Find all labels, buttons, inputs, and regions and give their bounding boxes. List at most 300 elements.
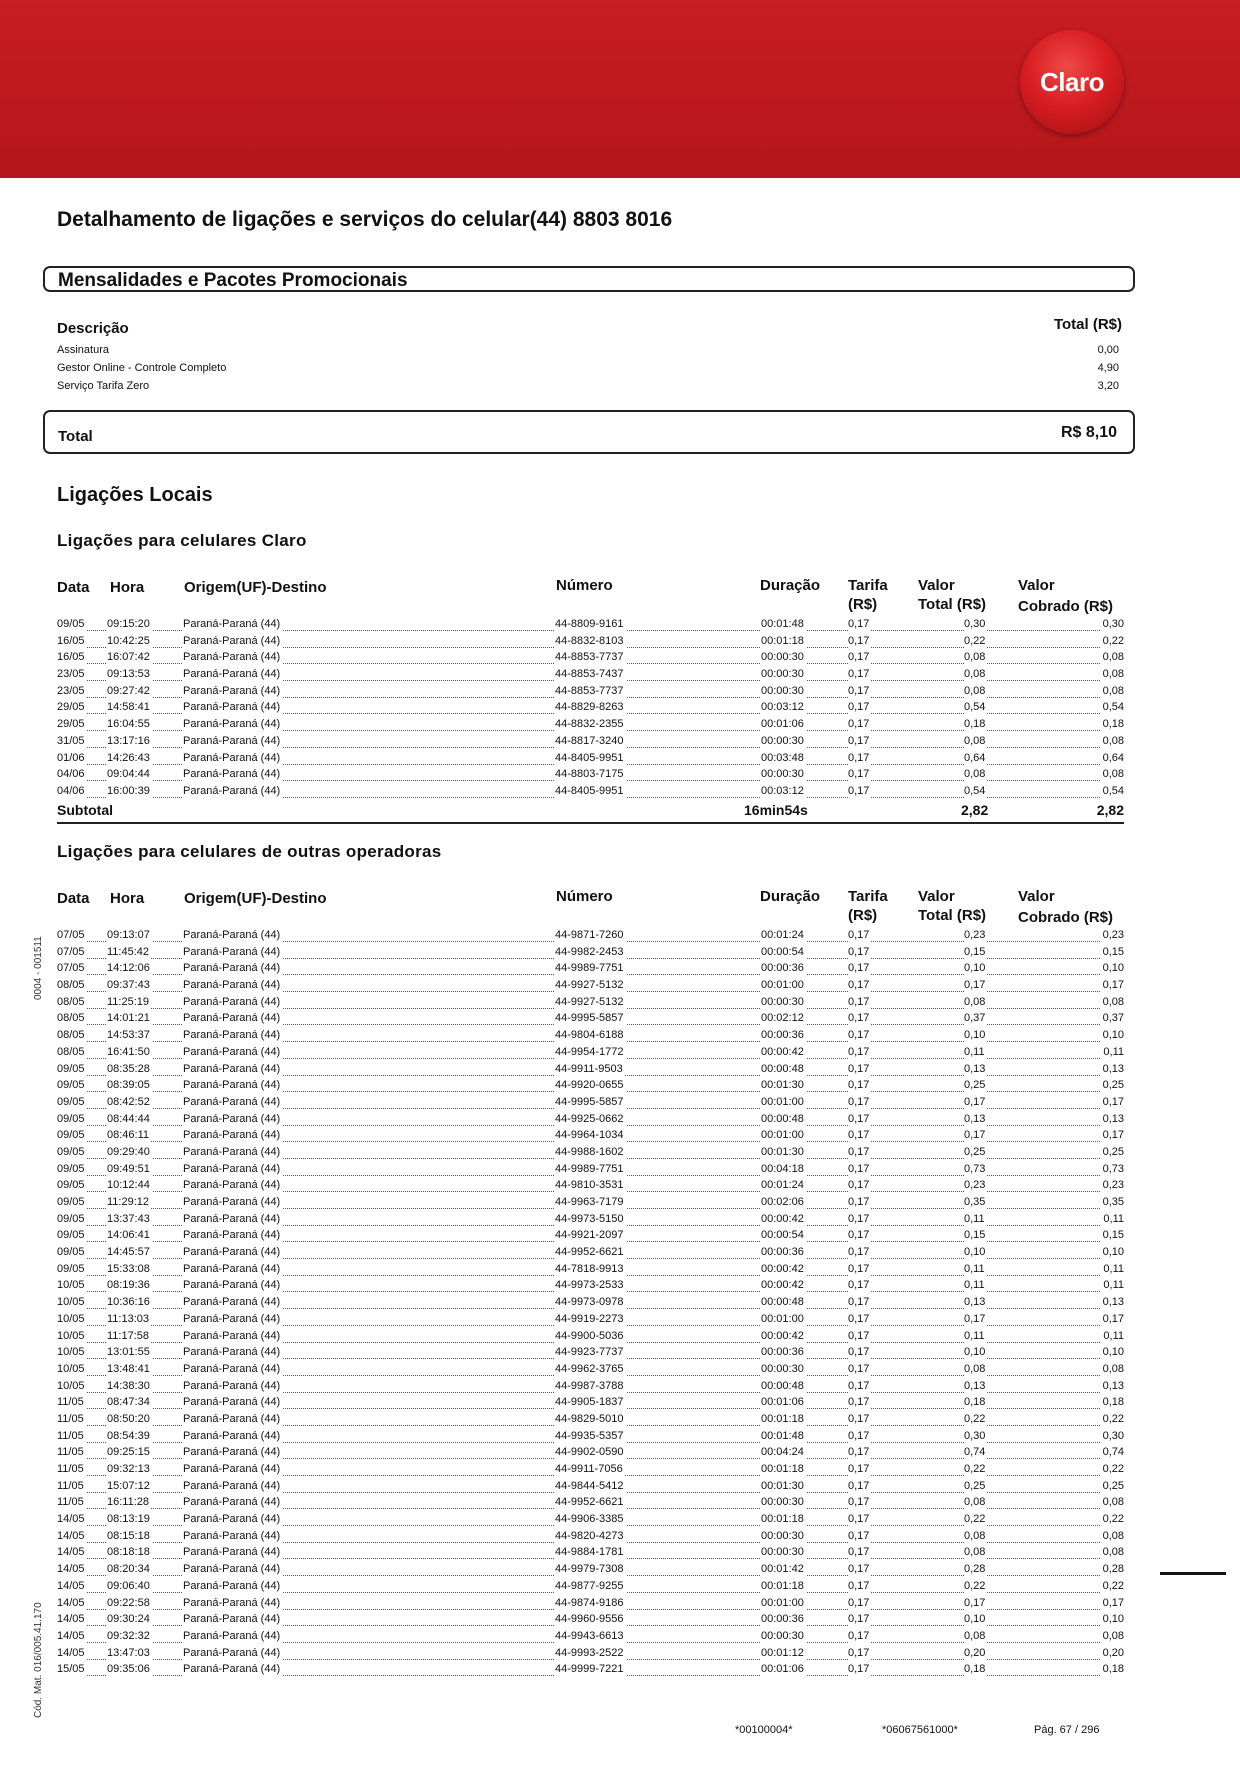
cell-duracao: 00:00:42 [761, 1045, 804, 1058]
cell-hora: 08:18:18 [107, 1546, 150, 1559]
cell-valor-total: 0,10 [964, 962, 986, 975]
cell-tarifa: 0,17 [848, 979, 870, 992]
cell-hora: 13:48:41 [107, 1362, 150, 1375]
cell-valor-cobrado: 0,08 [1102, 734, 1124, 747]
cell-valor-total: 0,73 [964, 1162, 986, 1175]
cell-numero: 44-9952-6621 [555, 1246, 624, 1259]
cell-tarifa: 0,17 [848, 1329, 870, 1342]
cell-tarifa: 0,17 [848, 1529, 870, 1542]
cell-valor-cobrado: 0,22 [1102, 1513, 1124, 1526]
cell-hora: 08:46:11 [107, 1129, 150, 1142]
table-row [57, 1311, 1124, 1328]
cell-numero: 44-9884-1781 [555, 1546, 624, 1559]
barcode-text-2: *06067561000* [882, 1724, 958, 1736]
cell-valor-total: 0,08 [964, 734, 986, 747]
table-row [57, 649, 1124, 666]
table-row [57, 1077, 1124, 1094]
cell-data: 09/05 [57, 1246, 85, 1259]
cell-origem: Paraná-Paraná (44) [183, 1262, 281, 1275]
cell-numero: 44-9902-0590 [555, 1446, 624, 1459]
col-valor-total: Valor [918, 577, 955, 594]
cell-numero: 44-8853-7437 [555, 668, 624, 681]
cell-origem: Paraná-Paraná (44) [183, 1479, 281, 1492]
cell-data: 08/05 [57, 1045, 85, 1058]
cell-duracao: 00:00:30 [761, 1546, 804, 1559]
cell-origem: Paraná-Paraná (44) [183, 1429, 281, 1442]
cell-valor-cobrado: 0,22 [1102, 1579, 1124, 1592]
cell-hora: 14:26:43 [107, 751, 150, 764]
table-row [57, 1044, 1124, 1061]
cell-hora: 09:27:42 [107, 684, 150, 697]
cell-hora: 09:35:06 [107, 1663, 150, 1676]
col-valor-cobrado: Valor [1018, 577, 1055, 594]
cell-numero: 44-9989-7751 [555, 1162, 624, 1175]
cell-data: 23/05 [57, 684, 85, 697]
cell-valor-cobrado: 0,15 [1102, 1229, 1124, 1242]
cell-numero: 44-8832-8103 [555, 634, 624, 647]
col-tarifa: Tarifa [848, 577, 888, 594]
cell-data: 09/05 [57, 1212, 85, 1225]
cell-data: 07/05 [57, 945, 85, 958]
cell-data: 14/05 [57, 1563, 85, 1576]
cell-duracao: 00:01:00 [761, 979, 804, 992]
cell-numero: 44-8832-2355 [555, 718, 624, 731]
table-row [57, 1578, 1124, 1595]
fee-row [57, 344, 1119, 360]
cell-origem: Paraná-Paraná (44) [183, 1179, 281, 1192]
table-row [57, 1127, 1124, 1144]
cell-duracao: 00:01:06 [761, 1663, 804, 1676]
cell-hora: 13:01:55 [107, 1346, 150, 1359]
cell-tarifa: 0,17 [848, 1312, 870, 1325]
cell-valor-cobrado: 0,08 [1102, 1546, 1124, 1559]
cell-duracao: 00:00:48 [761, 1112, 804, 1125]
cell-duracao: 00:00:30 [761, 1496, 804, 1509]
cell-origem: Paraná-Paraná (44) [183, 1112, 281, 1125]
cell-origem: Paraná-Paraná (44) [183, 1196, 281, 1208]
cell-duracao: 00:01:24 [761, 929, 804, 941]
cell-origem: Paraná-Paraná (44) [183, 1329, 281, 1342]
cell-origem: Paraná-Paraná (44) [183, 1596, 281, 1609]
cell-duracao: 00:01:00 [761, 1596, 804, 1609]
cell-duracao: 00:00:30 [761, 651, 804, 664]
cell-numero: 44-9927-5132 [555, 979, 624, 992]
ligacoes-locais-heading: Ligações Locais [57, 484, 213, 506]
cell-origem: Paraná-Paraná (44) [183, 929, 281, 941]
cell-origem: Paraná-Paraná (44) [183, 1513, 281, 1526]
table-row [57, 1294, 1124, 1311]
cell-duracao: 00:01:18 [761, 634, 804, 647]
cell-origem: Paraná-Paraná (44) [183, 1212, 281, 1225]
cell-tarifa: 0,17 [848, 1129, 870, 1142]
cell-origem: Paraná-Paraná (44) [183, 962, 281, 975]
cell-hora: 08:54:39 [107, 1429, 150, 1442]
cell-origem: Paraná-Paraná (44) [183, 1045, 281, 1058]
cell-valor-total: 0,08 [964, 768, 986, 781]
cell-tarifa: 0,17 [848, 1112, 870, 1125]
cell-hora: 08:47:34 [107, 1396, 150, 1409]
cell-duracao: 00:00:30 [761, 995, 804, 1008]
cell-valor-cobrado: 0,11 [1103, 1045, 1124, 1058]
cell-numero: 44-9954-1772 [555, 1045, 624, 1058]
cell-hora: 15:33:08 [107, 1262, 150, 1275]
cell-valor-total: 0,18 [964, 1396, 986, 1409]
table-row [57, 994, 1124, 1011]
cell-valor-cobrado: 0,23 [1102, 1179, 1124, 1192]
col-numero: Número [556, 888, 613, 905]
cell-tarifa: 0,17 [848, 684, 870, 697]
cell-data: 11/05 [57, 1446, 84, 1459]
cell-duracao: 00:01:48 [761, 618, 804, 630]
cell-hora: 14:53:37 [107, 1029, 150, 1042]
cell-hora: 09:30:24 [107, 1613, 150, 1626]
cell-duracao: 00:00:30 [761, 668, 804, 681]
cell-origem: Paraná-Paraná (44) [183, 684, 281, 697]
cell-tarifa: 0,17 [848, 1429, 870, 1442]
cell-data: 09/05 [57, 618, 85, 630]
cell-valor-cobrado: 0,35 [1102, 1196, 1124, 1208]
cell-valor-total: 0,13 [964, 1062, 986, 1075]
cell-valor-total: 0,11 [964, 1279, 985, 1292]
cell-data: 04/06 [57, 784, 85, 797]
cell-valor-cobrado: 0,10 [1102, 1346, 1124, 1359]
cell-numero: 44-9963-7179 [555, 1196, 624, 1208]
cell-valor-total: 0,30 [964, 1429, 986, 1442]
cell-hora: 10:36:16 [107, 1296, 150, 1309]
cell-data: 10/05 [57, 1346, 85, 1359]
cell-valor-cobrado: 0,20 [1102, 1646, 1124, 1659]
cell-valor-total: 0,08 [964, 1546, 986, 1559]
cell-tarifa: 0,17 [848, 1229, 870, 1242]
cell-numero: 44-9921-2097 [555, 1229, 624, 1242]
cell-valor-total: 0,28 [964, 1563, 986, 1576]
cell-duracao: 00:00:30 [761, 734, 804, 747]
table-row [57, 1394, 1124, 1411]
cell-tarifa: 0,17 [848, 1062, 870, 1075]
cell-duracao: 00:00:42 [761, 1212, 804, 1225]
cell-valor-total: 0,22 [964, 1412, 986, 1425]
cell-numero: 44-9962-3765 [555, 1362, 624, 1375]
cell-tarifa: 0,17 [848, 1379, 870, 1392]
cell-duracao: 00:00:54 [761, 945, 804, 958]
cell-duracao: 00:00:30 [761, 1529, 804, 1542]
cell-numero: 44-9906-3385 [555, 1513, 624, 1526]
cell-numero: 44-9844-5412 [555, 1479, 624, 1492]
table-row [57, 1628, 1124, 1645]
fee-label: Serviço Tarifa Zero [57, 380, 150, 392]
cell-hora: 11:17:58 [107, 1329, 150, 1342]
cell-valor-cobrado: 0,25 [1102, 1479, 1124, 1492]
cell-tarifa: 0,17 [848, 1412, 870, 1425]
cell-numero: 44-9911-9503 [555, 1062, 623, 1075]
cell-origem: Paraná-Paraná (44) [183, 1346, 281, 1359]
cell-origem: Paraná-Paraná (44) [183, 1062, 281, 1075]
cell-data: 10/05 [57, 1379, 85, 1392]
cell-valor-total: 0,11 [964, 1045, 985, 1058]
cell-origem: Paraná-Paraná (44) [183, 1095, 281, 1108]
cell-tarifa: 0,17 [848, 1212, 870, 1225]
cell-origem: Paraná-Paraná (44) [183, 1312, 281, 1325]
cell-valor-total: 0,25 [964, 1145, 986, 1158]
claro-calls-table [57, 616, 1124, 800]
cell-tarifa: 0,17 [848, 651, 870, 664]
table-row [57, 944, 1124, 961]
cell-valor-cobrado: 0,74 [1102, 1446, 1124, 1459]
table-row [57, 1361, 1124, 1378]
cell-hora: 08:42:52 [107, 1095, 150, 1108]
cell-hora: 09:13:53 [107, 668, 150, 681]
cell-valor-cobrado: 0,17 [1102, 979, 1124, 992]
cell-data: 16/05 [57, 634, 85, 647]
cell-origem: Paraná-Paraná (44) [183, 1129, 281, 1142]
cell-hora: 09:32:32 [107, 1629, 150, 1642]
cell-valor-cobrado: 0,08 [1102, 1629, 1124, 1642]
cell-valor-cobrado: 0,10 [1102, 1246, 1124, 1259]
cell-valor-cobrado: 0,17 [1102, 1095, 1124, 1108]
table-row [57, 1177, 1124, 1194]
cell-valor-total: 0,17 [964, 1312, 986, 1325]
table-row [57, 1344, 1124, 1361]
cell-hora: 11:25:19 [107, 995, 150, 1008]
cell-data: 29/05 [57, 701, 85, 714]
cell-duracao: 00:01:18 [761, 1412, 804, 1425]
cell-origem: Paraná-Paraná (44) [183, 995, 281, 1008]
cell-valor-total: 0,11 [964, 1262, 985, 1275]
cell-valor-total: 0,13 [964, 1379, 986, 1392]
claro-calls-title: Ligações para celulares Claro [57, 531, 307, 550]
cell-duracao: 00:00:48 [761, 1296, 804, 1309]
cell-numero: 44-8829-8263 [555, 701, 624, 714]
table-row [57, 1144, 1124, 1161]
cell-data: 09/05 [57, 1079, 85, 1092]
cell-valor-total: 0,11 [964, 1329, 985, 1342]
cell-data: 04/06 [57, 768, 85, 781]
cell-valor-total: 0,10 [964, 1246, 986, 1259]
cell-duracao: 00:00:54 [761, 1229, 804, 1242]
cell-hora: 13:17:16 [107, 734, 150, 747]
cell-duracao: 00:00:48 [761, 1062, 804, 1075]
cell-numero: 44-9905-1837 [555, 1396, 624, 1409]
cell-origem: Paraná-Paraná (44) [183, 1496, 281, 1509]
cell-valor-cobrado: 0,18 [1102, 1663, 1124, 1676]
cell-duracao: 00:00:42 [761, 1279, 804, 1292]
cell-numero: 44-9900-5036 [555, 1329, 624, 1342]
cell-valor-cobrado: 0,13 [1102, 1296, 1124, 1309]
cell-numero: 44-9820-4273 [555, 1529, 624, 1542]
cell-data: 10/05 [57, 1312, 85, 1325]
cell-duracao: 00:03:12 [761, 784, 804, 797]
cell-duracao: 00:00:48 [761, 1379, 804, 1392]
cell-tarifa: 0,17 [848, 701, 870, 714]
cell-origem: Paraná-Paraná (44) [183, 668, 281, 681]
cell-hora: 11:13:03 [107, 1312, 150, 1325]
table-row [57, 1645, 1124, 1662]
cell-numero: 44-9810-3531 [555, 1179, 624, 1192]
cell-valor-cobrado: 0,54 [1102, 701, 1124, 714]
cell-valor-total: 0,10 [964, 1613, 986, 1626]
cell-valor-total: 0,20 [964, 1646, 986, 1659]
cell-duracao: 00:02:06 [761, 1196, 804, 1208]
cell-data: 09/05 [57, 1112, 85, 1125]
cell-valor-cobrado: 0,30 [1102, 618, 1124, 630]
cell-numero: 44-9989-7751 [555, 962, 624, 975]
col-valor-cobrado-unit: Cobrado (R$) [1018, 909, 1113, 926]
cell-valor-total: 0,08 [964, 995, 986, 1008]
cell-numero: 44-8853-7737 [555, 651, 624, 664]
cell-valor-total: 0,08 [964, 1362, 986, 1375]
table-row [57, 1277, 1124, 1294]
table-row [57, 1544, 1124, 1561]
cell-valor-total: 0,54 [964, 701, 986, 714]
cell-tarifa: 0,17 [848, 1179, 870, 1192]
claro-subtotal-row [57, 800, 1124, 824]
cell-numero: 44-9979-7308 [555, 1563, 624, 1576]
cell-data: 31/05 [57, 734, 85, 747]
cell-tarifa: 0,17 [848, 668, 870, 681]
cell-origem: Paraná-Paraná (44) [183, 651, 281, 664]
cell-valor-total: 0,10 [964, 1029, 986, 1042]
cell-data: 14/05 [57, 1513, 85, 1526]
subtotal-valor-cobrado: 2,82 [1096, 802, 1124, 818]
table-row [57, 1027, 1124, 1044]
cell-data: 09/05 [57, 1179, 85, 1192]
cell-valor-total: 0,11 [964, 1212, 985, 1225]
col-tarifa-unit: (R$) [848, 596, 878, 613]
cell-data: 08/05 [57, 995, 85, 1008]
cell-duracao: 00:00:30 [761, 1362, 804, 1375]
cell-hora: 09:29:40 [107, 1145, 150, 1158]
cell-valor-total: 0,08 [964, 1529, 986, 1542]
cell-origem: Paraná-Paraná (44) [183, 1629, 281, 1642]
cell-hora: 14:06:41 [107, 1229, 150, 1242]
table-row [57, 977, 1124, 994]
cell-hora: 08:15:18 [107, 1529, 150, 1542]
cell-valor-cobrado: 0,08 [1102, 995, 1124, 1008]
cell-origem: Paraná-Paraná (44) [183, 1646, 281, 1659]
cell-duracao: 00:00:30 [761, 684, 804, 697]
cell-tarifa: 0,17 [848, 1162, 870, 1175]
cell-hora: 14:38:30 [107, 1379, 150, 1392]
cell-hora: 08:13:19 [107, 1513, 150, 1526]
cell-numero: 44-9993-2522 [555, 1646, 624, 1659]
cell-tarifa: 0,17 [848, 945, 870, 958]
cell-origem: Paraná-Paraná (44) [183, 979, 281, 992]
cell-duracao: 00:00:42 [761, 1329, 804, 1342]
cell-valor-cobrado: 0,17 [1102, 1596, 1124, 1609]
cell-duracao: 00:03:48 [761, 751, 804, 764]
cell-numero: 44-9919-2273 [555, 1312, 624, 1325]
table-row [57, 1428, 1124, 1445]
cell-tarifa: 0,17 [848, 1196, 870, 1208]
cell-data: 09/05 [57, 1262, 85, 1275]
cell-numero: 44-9920-0655 [555, 1079, 624, 1092]
cell-valor-cobrado: 0,11 [1103, 1262, 1124, 1275]
cell-tarifa: 0,17 [848, 1145, 870, 1158]
cell-valor-cobrado: 0,18 [1102, 718, 1124, 731]
cell-duracao: 00:01:12 [761, 1646, 804, 1659]
cell-valor-cobrado: 0,11 [1103, 1329, 1124, 1342]
table-row [57, 766, 1124, 783]
cell-duracao: 00:00:36 [761, 1346, 804, 1359]
cell-hora: 08:44:44 [107, 1112, 150, 1125]
col-valor-total-unit: Total (R$) [918, 907, 987, 924]
cell-hora: 09:15:20 [107, 618, 150, 630]
cell-hora: 14:01:21 [107, 1012, 150, 1025]
cell-tarifa: 0,17 [848, 1396, 870, 1409]
table-row [57, 1010, 1124, 1027]
cell-tarifa: 0,17 [848, 734, 870, 747]
col-numero: Número [556, 577, 613, 594]
cell-valor-cobrado: 0,08 [1102, 1529, 1124, 1542]
table-row [57, 750, 1124, 767]
cell-origem: Paraná-Paraná (44) [183, 1446, 281, 1459]
total-value: R$ 8,10 [1060, 424, 1117, 441]
cell-data: 14/05 [57, 1629, 85, 1642]
cell-duracao: 00:00:36 [761, 1246, 804, 1259]
cell-hora: 08:50:20 [107, 1412, 150, 1425]
cell-numero: 44-8809-9161 [555, 618, 624, 630]
cell-duracao: 00:01:30 [761, 1145, 804, 1158]
cell-tarifa: 0,17 [848, 1079, 870, 1092]
table-row [57, 1211, 1124, 1228]
table-row [57, 960, 1124, 977]
cell-data: 11/05 [57, 1396, 84, 1409]
table-row [57, 783, 1124, 800]
cell-hora: 16:00:39 [107, 784, 150, 797]
cell-valor-total: 0,22 [964, 1463, 986, 1475]
table-row [57, 633, 1124, 650]
cell-valor-cobrado: 0,30 [1102, 1429, 1124, 1442]
cell-data: 11/05 [57, 1412, 84, 1425]
cell-data: 11/05 [57, 1429, 84, 1442]
cell-data: 14/05 [57, 1613, 85, 1626]
cell-tarifa: 0,17 [848, 768, 870, 781]
cell-hora: 11:29:12 [107, 1196, 150, 1208]
cell-duracao: 00:01:42 [761, 1563, 804, 1576]
cell-valor-cobrado: 0,13 [1102, 1062, 1124, 1075]
cell-tarifa: 0,17 [848, 751, 870, 764]
cell-origem: Paraná-Paraná (44) [183, 1396, 281, 1409]
cell-tarifa: 0,17 [848, 1246, 870, 1259]
page-number: Pág. 67 / 296 [1034, 1724, 1100, 1736]
outras-calls-title: Ligações para celulares de outras operadoras [57, 842, 442, 861]
cell-valor-cobrado: 0,18 [1102, 1396, 1124, 1409]
cell-tarifa: 0,17 [848, 1613, 870, 1626]
cell-numero: 44-9877-9255 [555, 1579, 624, 1592]
cell-duracao: 00:01:00 [761, 1095, 804, 1108]
cell-numero: 44-8405-9951 [555, 784, 624, 797]
cell-hora: 14:58:41 [107, 701, 150, 714]
cell-hora: 08:39:05 [107, 1079, 150, 1092]
cell-data: 14/05 [57, 1596, 85, 1609]
table-row [57, 1444, 1124, 1461]
cell-duracao: 00:01:30 [761, 1079, 804, 1092]
table-row [57, 1611, 1124, 1628]
table-row [57, 1161, 1124, 1178]
cell-origem: Paraná-Paraná (44) [183, 1579, 281, 1592]
table-row [57, 1478, 1124, 1495]
cell-origem: Paraná-Paraná (44) [183, 1162, 281, 1175]
cell-numero: 44-9999-7221 [555, 1663, 624, 1676]
col-hora: Hora [110, 579, 145, 596]
cell-valor-cobrado: 0,22 [1102, 1463, 1124, 1475]
cell-valor-total: 0,35 [964, 1196, 986, 1208]
cell-hora: 10:42:25 [107, 634, 150, 647]
cell-valor-cobrado: 0,08 [1102, 684, 1124, 697]
cell-origem: Paraná-Paraná (44) [183, 1529, 281, 1542]
cell-hora: 16:07:42 [107, 651, 150, 664]
table-row [57, 733, 1124, 750]
